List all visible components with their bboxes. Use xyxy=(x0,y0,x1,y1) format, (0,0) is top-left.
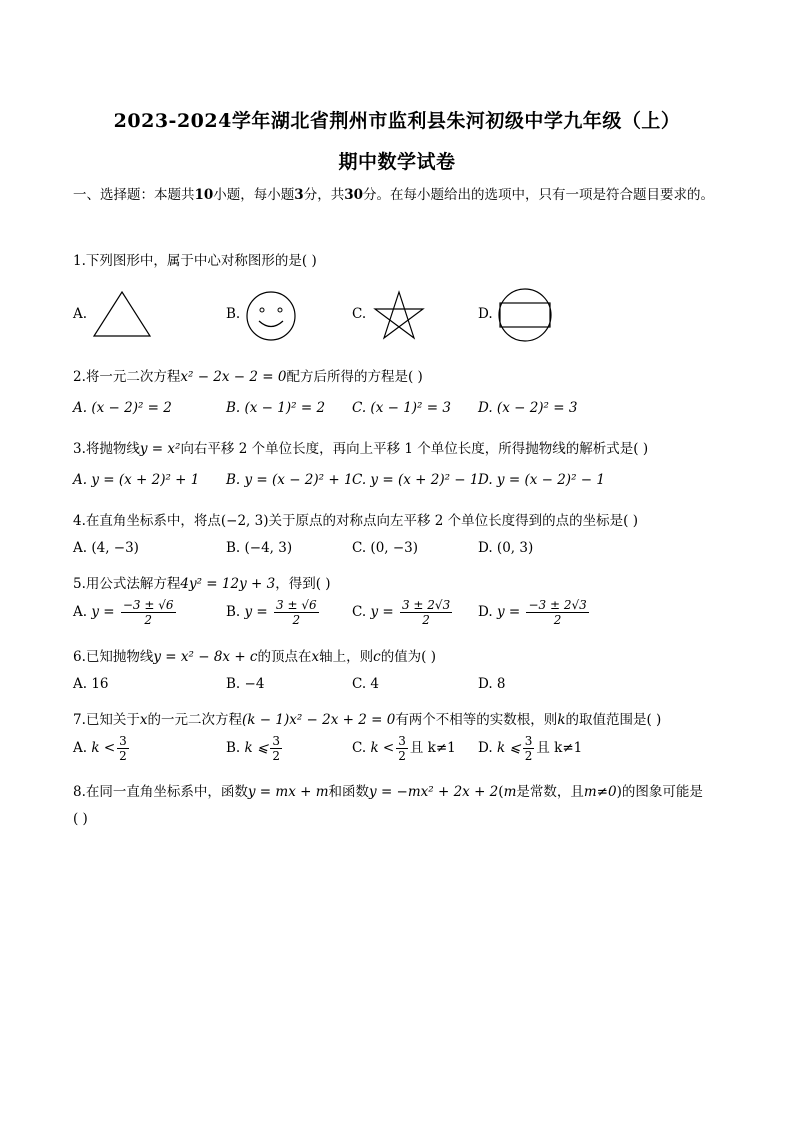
q3-option-d: D. y = (x − 2)² − 1 xyxy=(478,472,605,488)
question-6-options xyxy=(73,676,733,700)
q1-option-c-label: C. xyxy=(352,306,367,322)
q7-option-b: B. k ⩽ $\frac{3}{2}$ xyxy=(226,734,280,763)
question-3-options xyxy=(73,472,733,496)
smiley-face-icon xyxy=(245,290,297,342)
question-2-options xyxy=(73,400,733,424)
q1-option-d-label: D. xyxy=(478,306,493,322)
q6-option-a: A. 16 xyxy=(73,676,109,692)
q2-option-d: D. (x − 2)² = 3 xyxy=(478,400,578,416)
q2-equation: x² − 2x − 2 = 0 xyxy=(180,369,287,385)
q3-equation: y = x² xyxy=(139,441,181,457)
question-4-stem: 4.在直角坐标系中，将点(−2, 3)关于原点的对称点向左平移 2 个单位长度得到的点的坐标是( ) xyxy=(73,513,638,529)
q5-option-a: A. y = $\frac{-3 \pm √6}{2}$ xyxy=(73,598,174,627)
q8-function-1: y = mx + m xyxy=(247,784,329,800)
circle-with-rectangle-icon xyxy=(494,288,556,342)
q5-option-b: B. y = $\frac{3 \pm √6}{2}$ xyxy=(226,598,317,627)
q4-point: (−2, 3) xyxy=(220,513,269,529)
q3-option-a: A. y = (x + 2)² + 1 xyxy=(73,472,200,488)
question-5-stem: 5.用公式法解方程4y² = 12y + 3，得到( ) xyxy=(73,576,331,592)
pentagram-icon xyxy=(372,290,426,340)
q1-option-b-label: B. xyxy=(226,306,241,322)
q5-option-c: C. y = $\frac{3 \pm 2√3}{2}$ xyxy=(352,598,451,627)
q7-option-c: C. k < $\frac{3}{2}$ 且 k≠1 xyxy=(352,734,456,763)
section-heading: 一、选择题： xyxy=(73,187,154,203)
q5-option-d: D. y = $\frac{-3 \pm 2√3}{2}$ xyxy=(478,598,587,627)
exam-title-line1: 2023-2024学年湖北省荆州市监利县朱河初级中学九年级（上） xyxy=(113,110,681,132)
question-8-stem: 8.在同一直角坐标系中，函数y = mx + m和函数y = −mx² + 2x + 2(m是常数，且m≠0)的图象可能是 xyxy=(73,784,703,800)
q3-option-c: C. y = (x + 2)² − 1 xyxy=(352,472,479,488)
question-6-stem: 6.已知抛物线y = x² − 8x + c的顶点在x轴上，则c的值为( ) xyxy=(73,649,437,665)
q6-option-c: C. 4 xyxy=(352,676,380,692)
q3-option-b: B. y = (x − 2)² + 1 xyxy=(226,472,353,488)
question-3-stem: 3.将抛物线y = x²向右平移 2 个单位长度，再向上平移 1 个单位长度，所得抛物线的解析式是( ) xyxy=(73,441,649,457)
question-1-stem: 1.下列图形中，属于中心对称图形的是( ) xyxy=(73,253,317,269)
q4-option-d: D. (0, 3) xyxy=(478,540,534,556)
q5-equation: 4y² = 12y + 3 xyxy=(180,576,276,592)
q2-option-c: C. (x − 1)² = 3 xyxy=(352,400,451,416)
q4-option-b: B. (−4, 3) xyxy=(226,540,293,556)
q8-function-2: y = −mx² + 2x + 2 xyxy=(369,784,499,800)
q2-option-b: B. (x − 1)² = 2 xyxy=(226,400,326,416)
q2-option-a: A. (x − 2)² = 2 xyxy=(73,400,172,416)
q6-option-d: D. 8 xyxy=(478,676,506,692)
q7-option-a: A. k < $\frac{3}{2}$ xyxy=(73,734,127,763)
section-instructions: 一、选择题：本题共10小题，每小题3分，共30分。在每小题给出的选项中，只有一项是符合题目要求的。 xyxy=(73,187,714,203)
exam-title-line2: 期中数学试卷 xyxy=(338,151,456,173)
question-7-stem: 7.已知关于x的一元二次方程(k − 1)x² − 2x + 2 = 0有两个不相等的实数根，则k的取值范围是( ) xyxy=(73,712,662,728)
question-7-options xyxy=(73,734,733,774)
q7-option-d: D. k ⩽ $\frac{3}{2}$ 且 k≠1 xyxy=(478,734,583,763)
question-4-options xyxy=(73,540,733,564)
question-2-stem: 2.将一元二次方程x² − 2x − 2 = 0配方后所得的方程是( ) xyxy=(73,369,423,385)
q7-equation: (k − 1)x² − 2x + 2 = 0 xyxy=(242,712,396,728)
question-5-options xyxy=(73,598,733,638)
q6-equation: y = x² − 8x + c xyxy=(153,649,258,665)
question-8-answer-paren: ( ) xyxy=(73,811,88,827)
q6-option-b: B. −4 xyxy=(226,676,265,692)
q4-option-a: A. (4, −3) xyxy=(73,540,139,556)
triangle-icon xyxy=(92,290,152,338)
q1-option-a-label: A. xyxy=(73,306,88,322)
q4-option-c: C. (0, −3) xyxy=(352,540,419,556)
